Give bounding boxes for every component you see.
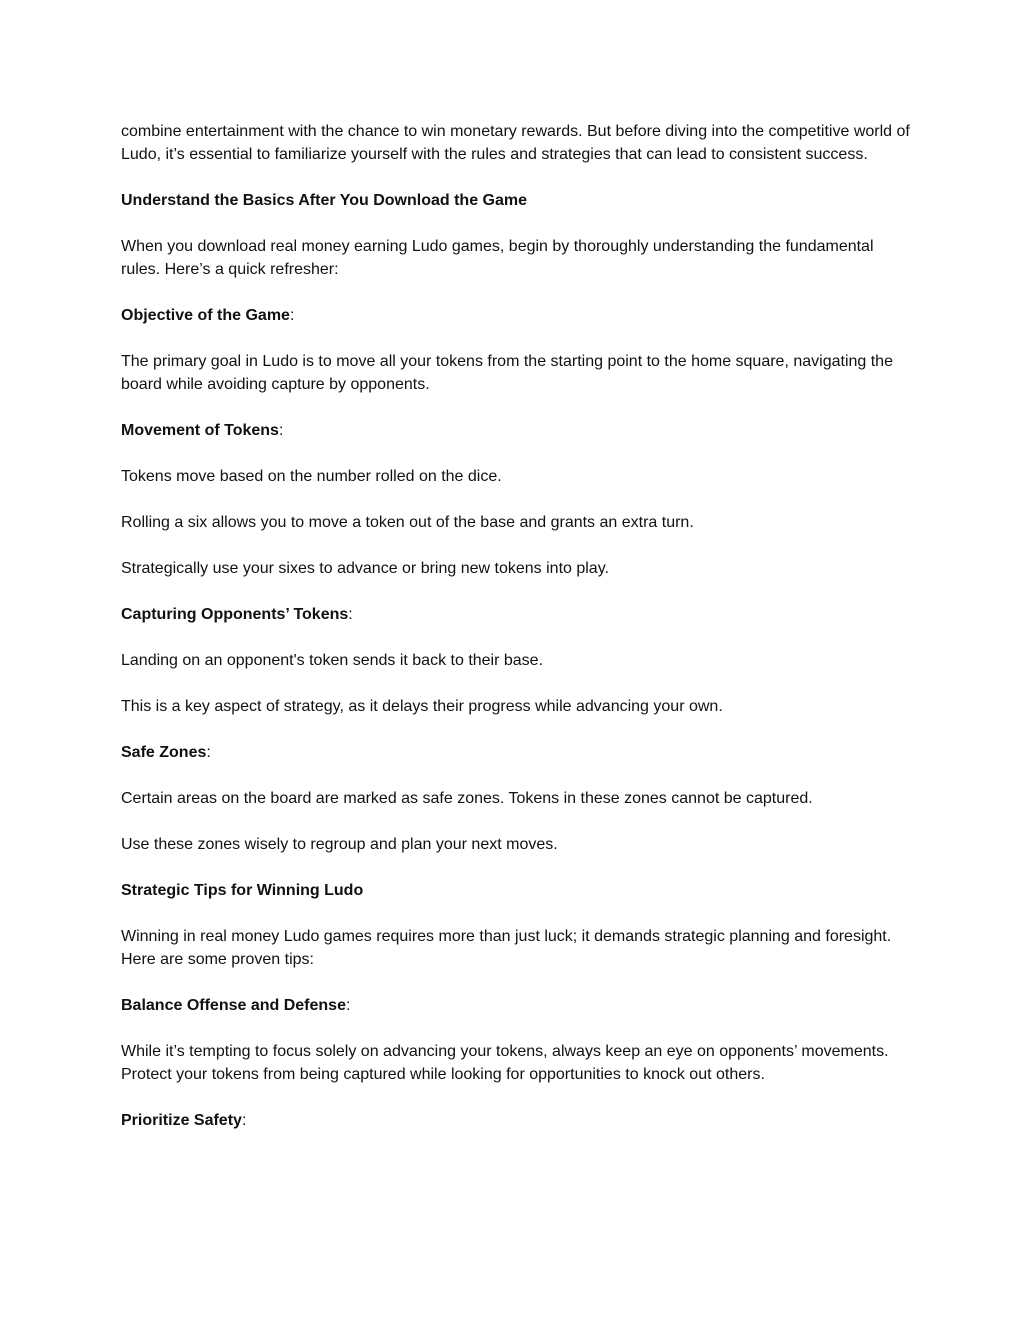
basics-paragraph: When you download real money earning Ludo games, begin by thoroughly understanding the fundamental rules. Here’s a quick refresher: [121,238,874,278]
objective-paragraph: The primary goal in Ludo is to move all your tokens from the starting point to the home square, navigating the board while avoiding capture by opponents. [121,353,893,393]
movement-paragraph-3: Strategically use your sixes to advance or bring new tokens into play. [121,560,609,577]
movement-paragraph-1: Tokens move based on the number rolled on the dice. [121,468,502,485]
subheading-objective-label: Objective of the Game [121,307,290,324]
capturing-paragraph-2: This is a key aspect of strategy, as it delays their progress while advancing your own. [121,698,723,715]
safe-zones-paragraph-1: Certain areas on the board are marked as safe zones. Tokens in these zones cannot be captured. [121,790,813,807]
subheading-safety-label: Prioritize Safety [121,1112,242,1129]
balance-paragraph: While it’s tempting to focus solely on advancing your tokens, always keep an eye on opponents’ movements. Protect your tokens from being captured while looking for opportunities to knock out others. [121,1043,889,1083]
subheading-safe-zones [121,741,911,764]
section-heading-basics: Understand the Basics After You Download the Game [121,192,527,209]
subheading-capturing [121,603,911,626]
movement-paragraph-2: Rolling a six allows you to move a token out of the base and grants an extra turn. [121,514,694,531]
subheading-movement [121,419,911,442]
subheading-balance-colon: : [345,997,351,1014]
subheading-movement-label: Movement of Tokens [121,422,279,439]
capturing-paragraph-1: Landing on an opponent's token sends it back to their base. [121,652,544,669]
subheading-safe-zones-label: Safe Zones [121,744,207,761]
subheading-balance-label: Balance Offense and Defense [121,997,346,1014]
subheading-capturing-colon: : [348,606,353,623]
intro-paragraph: combine entertainment with the chance to win monetary rewards. But before diving into the competitive world of Ludo, it’s essential to familiarize yourself with the rules and strategies that can lead to consistent success. [121,123,910,163]
subheading-capturing-label: Capturing Opponents’ Tokens [121,606,349,623]
safe-zones-paragraph-2: Use these zones wisely to regroup and plan your next moves. [121,836,558,853]
section-heading-strategic-tips: Strategic Tips for Winning Ludo [121,882,364,899]
document-body [121,120,911,1155]
subheading-safety [121,1109,911,1132]
strategic-tips-paragraph: Winning in real money Ludo games requires more than just luck; it demands strategic planning and foresight. Here are some proven tips: [121,928,892,968]
subheading-safe-zones-colon: : [206,744,211,761]
subheading-movement-colon: : [278,422,284,439]
subheading-objective [121,304,911,327]
subheading-safety-colon: : [241,1112,247,1129]
subheading-balance [121,994,911,1017]
subheading-objective-colon: : [289,307,295,324]
